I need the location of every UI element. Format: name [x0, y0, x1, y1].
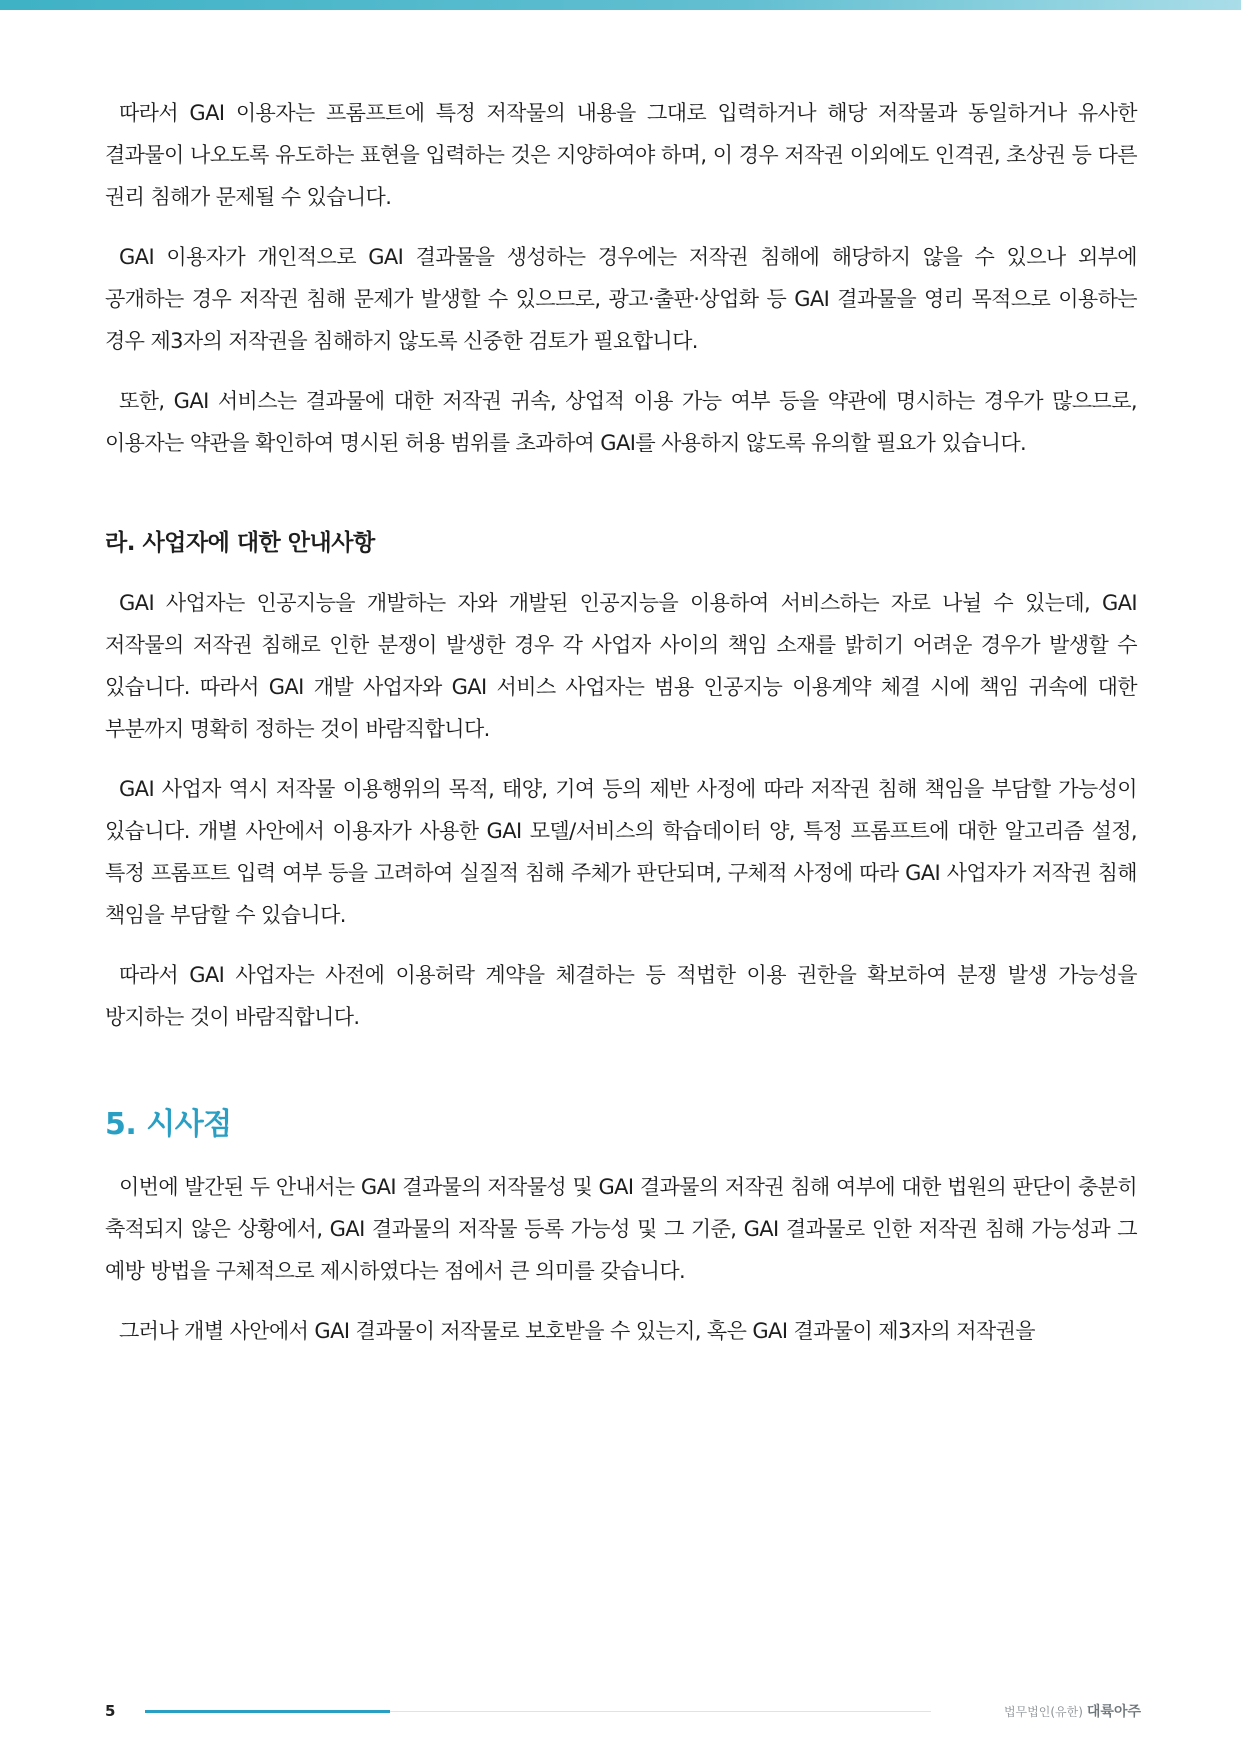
- page-footer: [105, 1696, 1141, 1726]
- body-paragraph: GAI 이용자가 개인적으로 GAI 결과물을 생성하는 경우에는 저작권 침해에 해당하지 않을 수 있으나 외부에 공개하는 경우 저작권 침해 문제가 발생할 수 있으므로, 광고·출판·상업화 등 GAI 결과물을 영리 목적으로 이용하는 경우 제3자의 저작권을 침해하지 않도록 신중한 검토가 필요합니다.: [105, 245, 1137, 353]
- body-paragraph: 그러나 개별 사안에서 GAI 결과물이 저작물로 보호받을 수 있는지, 혹은 GAI 결과물이 제3자의 저작권을: [119, 1319, 1035, 1343]
- firm-logo: [1004, 1696, 1141, 1727]
- subsection-heading: 라. 사업자에 대한 안내사항: [105, 530, 375, 556]
- footer-divider-accent: [145, 1710, 390, 1713]
- top-accent-bar: [0, 0, 1241, 10]
- firm-type: 법무법인(유한): [1003, 1705, 1083, 1719]
- section-heading: 5. 시사점: [105, 1107, 232, 1142]
- body-paragraph: 또한, GAI 서비스는 결과물에 대한 저작권 귀속, 상업적 이용 가능 여부 등을 약관에 명시하는 경우가 많으므로, 이용자는 약관을 확인하여 명시된 허용 범위를 초과하여 GAI를 사용하지 않도록 유의할 필요가 있습니다.: [105, 389, 1137, 455]
- body-paragraph: 따라서 GAI 사업자는 사전에 이용허락 계약을 체결하는 등 적법한 이용 권한을 확보하여 분쟁 발생 가능성을 방지하는 것이 바람직합니다.: [105, 963, 1137, 1029]
- page-number: 5: [105, 1702, 116, 1720]
- body-paragraph: GAI 사업자는 인공지능을 개발하는 자와 개발된 인공지능을 이용하여 서비스하는 자로 나뉠 수 있는데, GAI 저작물의 저작권 침해로 인한 분쟁이 발생한 경우 각 사업자 사이의 책임 소재를 밝히기 어려운 경우가 발생할 수 있습니다. 따라서 GAI 개발 사업자와 GAI 서비스 사업자는 범용 인공지능 이용계약 체결 시에 책임 귀속에 대한 부분까지 명확히 정하는 것이 바람직합니다.: [105, 591, 1137, 741]
- firm-name: 대륙아주: [1086, 1704, 1141, 1720]
- page-content: [105, 92, 1137, 1352]
- body-paragraph: 이번에 발간된 두 안내서는 GAI 결과물의 저작물성 및 GAI 결과물의 저작권 침해 여부에 대한 법원의 판단이 충분히 축적되지 않은 상황에서, GAI 결과물의 저작물 등록 가능성 및 그 기준, GAI 결과물로 인한 저작권 침해 가능성과 그 예방 방법을 구체적으로 제시하였다는 점에서 큰 의미를 갖습니다.: [105, 1175, 1137, 1283]
- body-paragraph: GAI 사업자 역시 저작물 이용행위의 목적, 태양, 기여 등의 제반 사정에 따라 저작권 침해 책임을 부담할 가능성이 있습니다. 개별 사안에서 이용자가 사용한 GAI 모델/서비스의 학습데이터 양, 특정 프롬프트에 대한 알고리즘 설정, 특정 프롬프트 입력 여부 등을 고려하여 실질적 침해 주체가 판단되며, 구체적 사정에 따라 GAI 사업자가 저작권 침해 책임을 부담할 수 있습니다.: [105, 777, 1137, 927]
- body-paragraph: 따라서 GAI 이용자는 프롬프트에 특정 저작물의 내용을 그대로 입력하거나 해당 저작물과 동일하거나 유사한 결과물이 나오도록 유도하는 표현을 입력하는 것은 지양하여야 하며, 이 경우 저작권 이외에도 인격권, 초상권 등 다른 권리 침해가 문제될 수 있습니다.: [105, 101, 1137, 209]
